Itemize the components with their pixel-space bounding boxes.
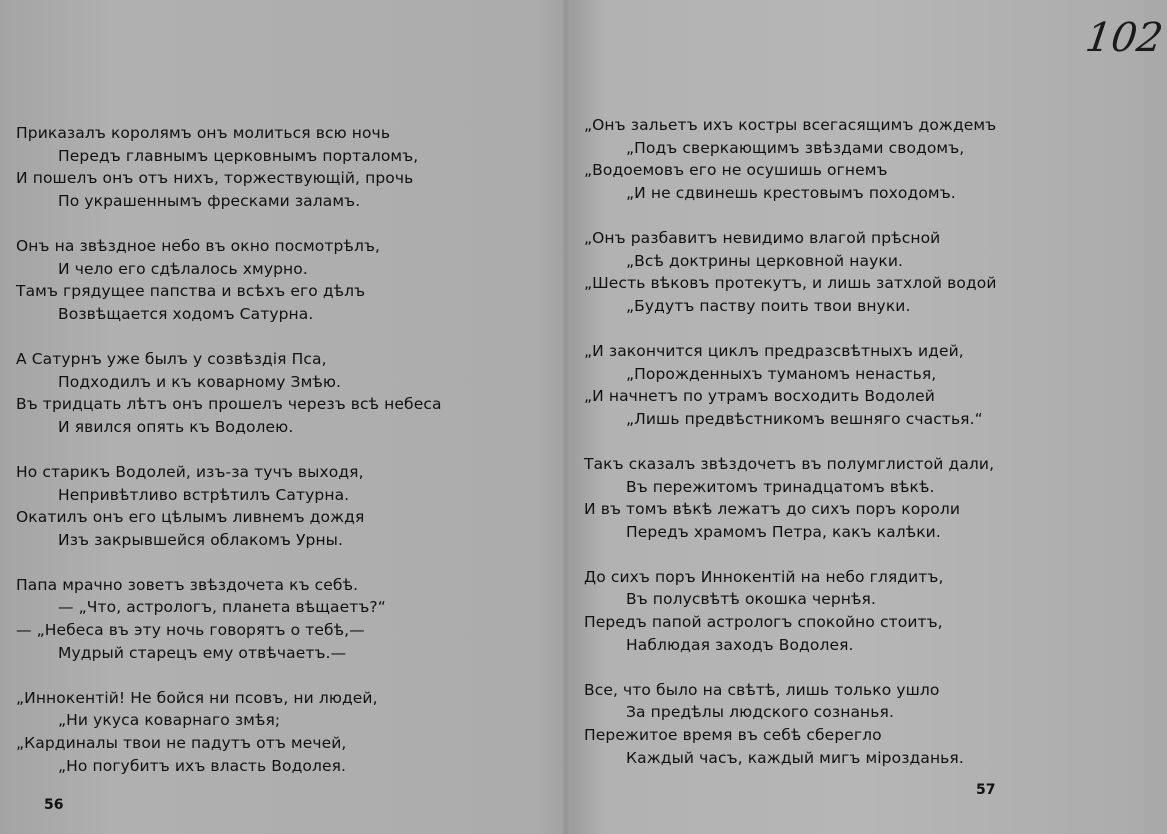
verse-line: „Всѣ доктрины церковной науки. [626,251,904,270]
archive-page-number: 102 [1082,15,1166,61]
verse-line: Въ полусвѣтѣ окошка чернѣя. [626,590,876,609]
verse-line: И явился опять къ Водолею. [58,417,294,436]
verse-line: Возвѣщается ходомъ Сатурна. [58,304,314,323]
verse-line: Передъ храмомъ Петра, какъ калѣки. [626,522,941,541]
stanza [584,114,1114,204]
verse-line: „Порожденныхъ туманомъ ненастья, [626,364,937,383]
verse-line: „Водоемовъ его не осушишь огнемъ [584,161,888,180]
verse-line: Подходилъ и къ коварному Змѣю. [58,372,342,391]
book-gutter [562,0,570,834]
verse-line: „Онъ разбавитъ невидимо влагой прѣсной [584,228,941,247]
stanza [16,235,556,325]
verse-line: Папа мрачно зоветъ звѣздочета къ себѣ. [16,575,359,594]
verse-line: „Шесть вѣковъ протекутъ, и лишь затхлой водой [584,274,997,293]
verse-line: Непривѣтливо встрѣтилъ Сатурна. [58,485,350,504]
verse-line: Мудрый старецъ ему отвѣчаетъ.— [58,643,347,662]
verse-line: „Но погубитъ ихъ власть Водолея. [58,756,347,775]
verse-line: Изъ закрывшейся облакомъ Урны. [58,530,344,549]
verse-line: „Иннокентій! Не бойся ни псовъ, ни людей, [16,688,378,707]
verse-line: Наблюдая заходъ Водолея. [626,635,854,654]
stanza [584,566,1114,656]
left-page [16,122,556,800]
verse-line: Но старикъ Водолей, изъ-за тучъ выходя, [16,462,364,481]
verse-line: „Будутъ паству поить твои внуки. [626,296,911,315]
verse-line: Каждый часъ, каждый мигъ мірозданья. [626,748,964,767]
stanza [16,687,556,777]
stanza [584,340,1114,430]
stanza [16,574,556,664]
verse-line: До сихъ поръ Иннокентій на небо глядитъ, [584,567,944,586]
verse-line: „Онъ зальетъ ихъ костры всегасящимъ дождемъ [584,116,997,134]
verse-line: А Сатурнъ уже былъ у созвѣздія Пса, [16,349,327,368]
verse-line: — „Небеса въ эту ночь говорятъ о тебѣ,— [16,621,365,640]
page-number-left: 56 [44,797,64,813]
right-page [584,114,1114,792]
stanza [16,348,556,438]
stanza [584,453,1114,543]
verse-line: И пошелъ онъ отъ нихъ, торжествующій, прочь [16,169,414,188]
verse-line: „Подъ сверкающимъ звѣздами сводомъ, [626,138,965,157]
verse-line: Въ пережитомъ тринадцатомъ вѣкѣ. [626,477,935,496]
verse-line: Окатилъ онъ его цѣлымъ ливнемъ дождя [16,508,365,527]
verse-line: И чело его сдѣлалось хмурно. [58,259,308,278]
verse-line: Все, что было на свѣтѣ, лишь только ушло [584,680,940,699]
verse-line: И въ томъ вѣкѣ лежатъ до сихъ поръ короли [584,500,961,519]
verse-line: Тамъ грядущее папства и всѣхъ его дѣлъ [16,282,366,301]
verse-line: „И не сдвинешь крестовымъ походомъ. [626,183,956,202]
verse-line: Пережитое время въ себѣ сберегло [584,726,882,745]
verse-line: За предѣлы людского сознанья. [626,703,894,722]
verse-line: Приказалъ королямъ онъ молиться всю ночь [16,124,391,142]
verse-line: Такъ сказалъ звѣздочетъ въ полумглистой дали, [584,454,995,473]
verse-line: „Лишь предвѣстникомъ вешняго счастья.“ [626,409,983,428]
verse-line: — „Что, астрологъ, планета вѣщаетъ?“ [58,598,386,617]
stanza [16,122,556,212]
verse-line: Онъ на звѣздное небо въ окно посмотрѣлъ, [16,236,381,255]
verse-line: „Кардиналы твои не падутъ отъ мечей, [16,734,347,753]
verse-line: „Ни укуса коварнаго змѣя; [58,711,281,730]
verse-line: По украшеннымъ фресками заламъ. [58,191,361,210]
verse-line: Передъ папой астрологъ спокойно стоитъ, [584,613,943,632]
stanza [584,679,1114,769]
stanza [584,227,1114,317]
stanza [16,461,556,551]
verse-line: „И начнетъ по утрамъ восходить Водолей [584,387,935,406]
verse-line: Въ тридцать лѣтъ онъ прошелъ черезъ всѣ небеса [16,395,442,414]
verse-line: Передъ главнымъ церковнымъ порталомъ, [58,146,419,165]
page-number-right: 57 [976,782,996,798]
verse-line: „И закончится циклъ предразсвѣтныхъ идей, [584,341,964,360]
